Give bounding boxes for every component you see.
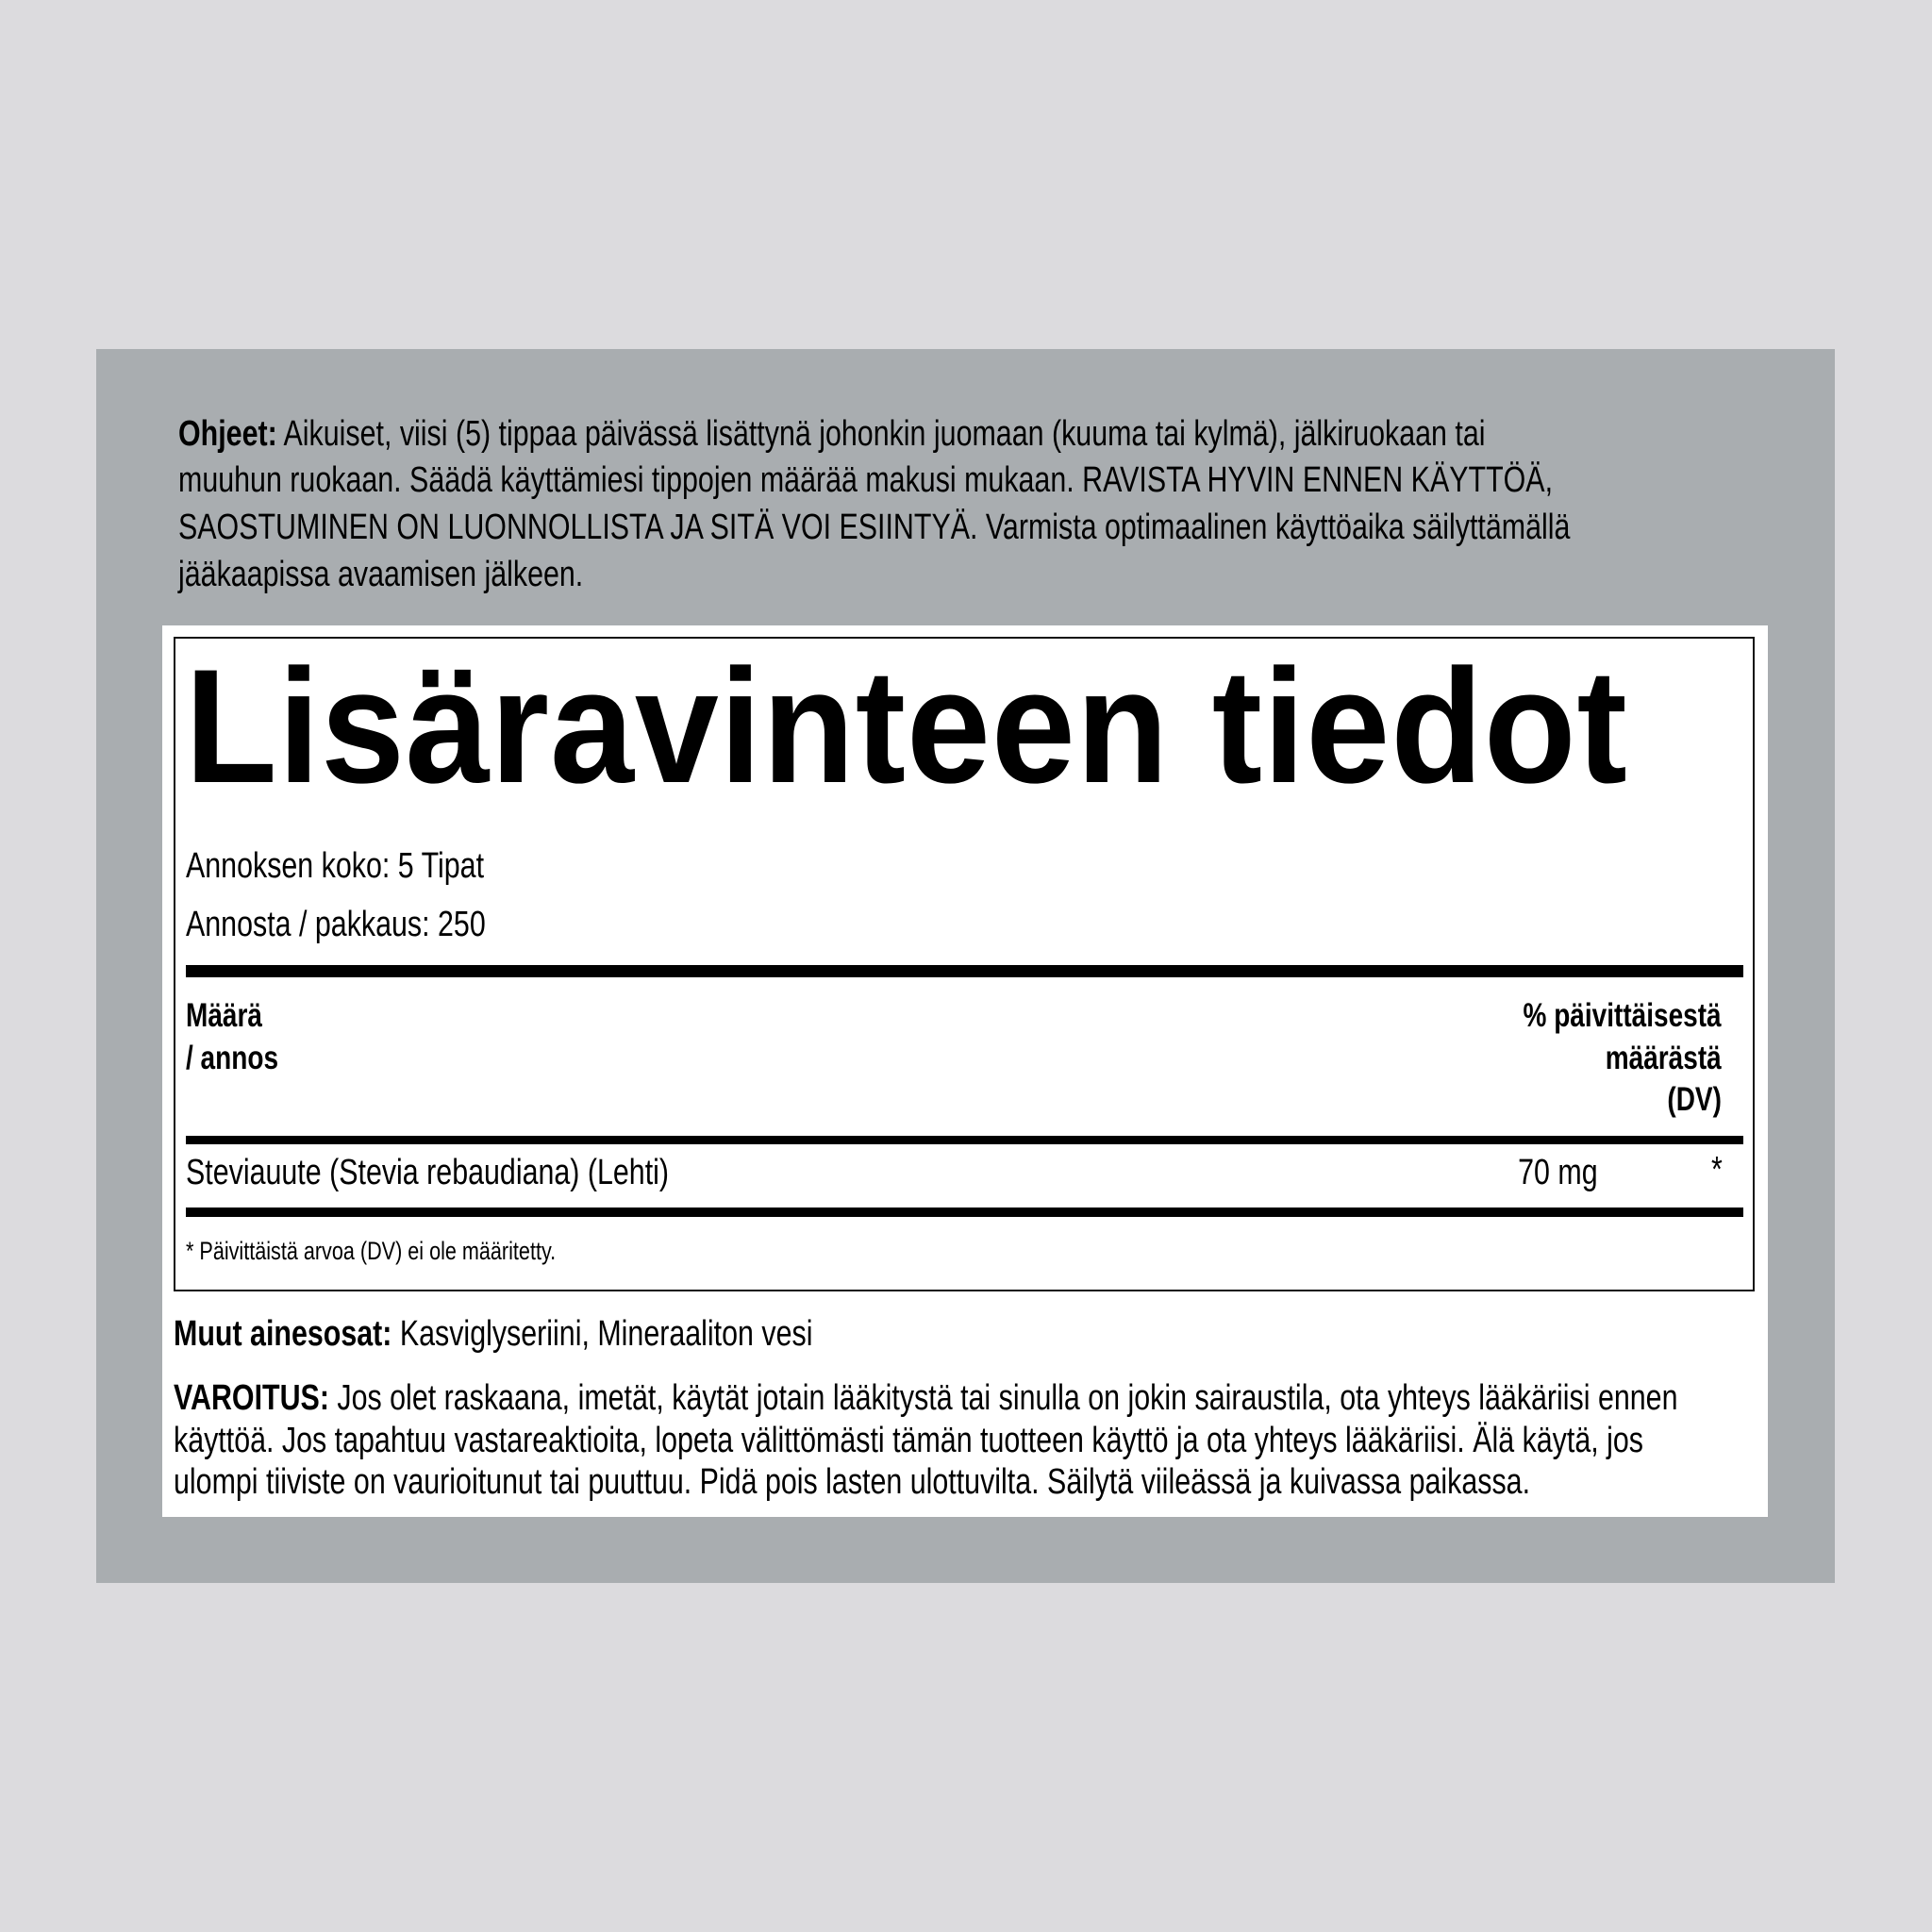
header-amount: Määrä [186,997,262,1034]
bottom-divider [186,1208,1743,1217]
thick-divider [186,965,1743,977]
warning-line-1: VAROITUS: Jos olet raskaana, imetät, käytät jotain lääkitystä tai sinulla on jokin sairaustila, ota yhteys lääkäriisi ennen [174,1378,1678,1418]
other-ingredients: Muut ainesosat: Kasviglyseriini, Mineraaliton vesi [174,1314,813,1354]
medium-divider [186,1136,1743,1144]
header-dv-2: määrästä [1606,1040,1722,1076]
header-dv-3: (DV) [1667,1081,1722,1118]
directions-text: Aikuiset, viisi (5) tippaa päivässä lisättynä johonkin juomaan (kuuma tai kylmä), jälkiruokaan tai [283,414,1486,454]
warning-line-2: käyttöä. Jos tapahtuu vastareaktioita, lopeta välittömästi tämän tuotteen käyttö ja ota yhteys lääkäriisi. Älä käytä, jos [174,1421,1643,1460]
ingredient-amount: 70 mg [1518,1153,1598,1192]
directions-line-2: muuhun ruokaan. Säädä käyttämiesi tippojen määrää makusi mukaan. RAVISTA HYVIN ENNEN KÄYTTÖÄ, [178,460,1554,500]
directions-line-1 [178,415,1486,453]
serving-size: Annoksen koko: 5 Tipat [186,846,485,886]
directions-label: Ohjeet: [178,414,277,454]
warning-line-3: ulompi tiiviste on vaurioitunut tai puuttuu. Pidä pois lasten ulottuvilta. Säilytä viileässä ja kuivassa paikassa. [174,1462,1531,1502]
header-per-serving: / annos [186,1040,279,1076]
directions-line-4: jääkaapissa avaamisen jälkeen. [178,555,584,594]
header-dv-1: % päivittäisestä [1523,997,1722,1034]
footnote: * Päivittäistä arvoa (DV) ei ole määritetty. [186,1237,557,1265]
ingredient-dv: * [1711,1150,1723,1190]
directions-line-3: SAOSTUMINEN ON LUONNOLLISTA JA SITÄ VOI ESIINTYÄ. Varmista optimaalinen käyttöaika säilyttämällä [178,508,1571,547]
ingredient-name: Steviauute (Stevia rebaudiana) (Lehti) [186,1153,670,1192]
warning-label: VAROITUS: [174,1378,329,1418]
facts-title: Lisäravinteen tiedot [185,636,1628,817]
servings-per-container: Annosta / pakkaus: 250 [186,905,486,944]
